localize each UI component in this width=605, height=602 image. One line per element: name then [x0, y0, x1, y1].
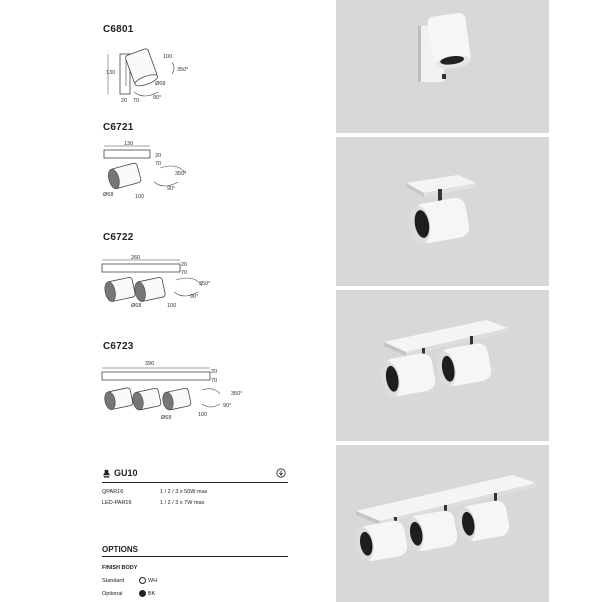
c6721-diam: Ø68 — [103, 192, 114, 198]
option-value — [139, 577, 157, 584]
option-value — [139, 590, 155, 597]
c6722-h1: 20 — [181, 262, 188, 268]
c6721-tilt: 90° — [167, 186, 176, 192]
photo-c6721 — [336, 137, 549, 286]
lamp-row-label: QPAR16 — [102, 489, 124, 495]
c6721-h2: 70 — [155, 161, 162, 167]
c6801-diam: Ø68 — [155, 81, 166, 87]
options-title: OPTIONS — [102, 545, 139, 554]
c6722-rot: 350° — [199, 281, 211, 287]
model-code-c6722: C6722 — [103, 232, 134, 243]
c6801-w2: 70 — [133, 98, 140, 104]
c6723-depth: 100 — [198, 412, 208, 418]
model-code-c6721: C6721 — [103, 122, 134, 133]
photo-c6723 — [336, 445, 549, 602]
finish-black-icon — [139, 590, 146, 597]
c6801-w1: 20 — [121, 98, 128, 104]
c6723-h1: 20 — [211, 369, 218, 375]
c6801-tilt: 90° — [153, 95, 162, 101]
c6722-width: 260 — [131, 255, 141, 261]
c6721-width: 130 — [124, 141, 134, 147]
drawing-c6721 — [100, 138, 210, 203]
c6721-depth: 100 — [135, 194, 145, 200]
finish-white-icon — [139, 577, 146, 584]
c6721-h1: 20 — [155, 153, 162, 159]
photo-c6722 — [336, 290, 549, 441]
options-divider — [102, 556, 288, 557]
c6722-diam: Ø68 — [131, 303, 142, 309]
model-code-c6723: C6723 — [103, 341, 134, 352]
option-label: Standard — [102, 578, 125, 584]
model-code-c6801: C6801 — [103, 24, 134, 35]
c6723-diam: Ø68 — [161, 415, 172, 421]
c6723-tilt: 90° — [223, 403, 232, 409]
c6801-height: 130 — [106, 70, 116, 76]
c6723-h2: 70 — [211, 378, 218, 384]
lamp-divider — [102, 482, 288, 483]
c6723-rot: 350° — [231, 391, 243, 397]
c6723-width: 390 — [145, 361, 155, 367]
c6721-rot: 350° — [175, 171, 187, 177]
option-value-text: BK — [148, 590, 156, 597]
c6801-rot: 350° — [177, 67, 189, 73]
option-value-text: WH — [148, 577, 158, 584]
lamp-row-value: 1 / 2 / 3 x 7W max — [160, 500, 205, 506]
c6722-tilt: 90° — [190, 294, 199, 300]
lamp-header — [102, 468, 288, 480]
lamp-title: GU10 — [114, 468, 138, 478]
lamp-icon — [102, 469, 111, 478]
dimmable-icon — [276, 468, 286, 478]
lamp-row-value: 1 / 2 / 3 x 50W max — [160, 489, 208, 495]
c6722-depth: 100 — [167, 303, 177, 309]
c6801-depth: 100 — [163, 54, 173, 60]
photo-c6801 — [336, 0, 549, 133]
lamp-row-label: LED-PAR16 — [102, 500, 132, 506]
options-subtitle: FINISH BODY — [102, 565, 138, 571]
option-label: Optional — [102, 591, 123, 597]
c6722-h2: 70 — [181, 270, 188, 276]
